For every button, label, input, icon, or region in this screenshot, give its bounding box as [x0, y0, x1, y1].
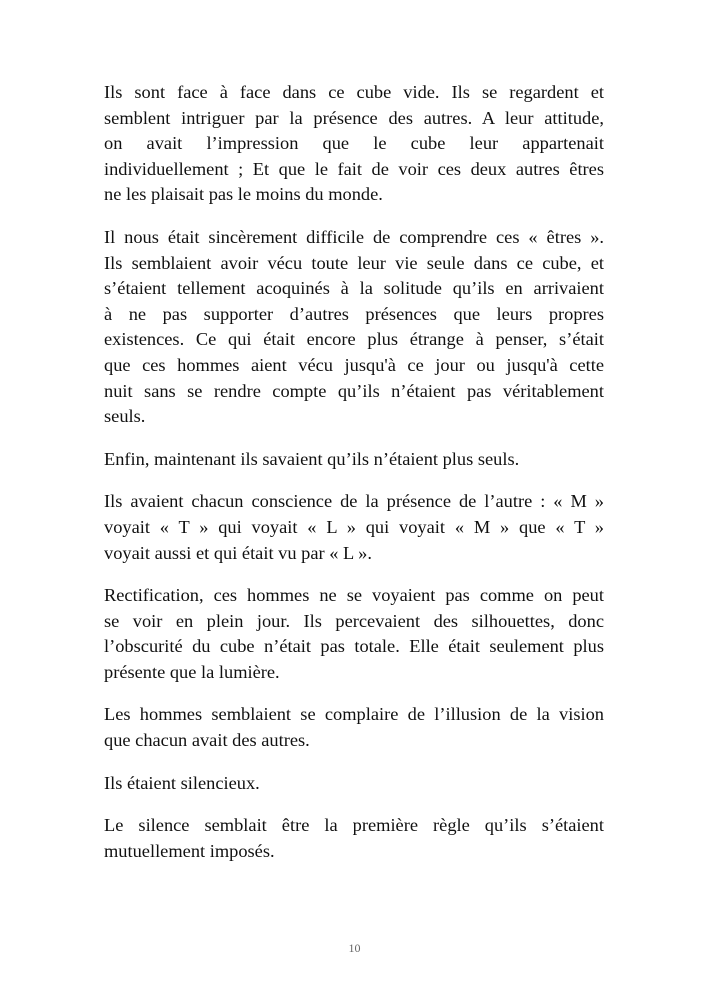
text-line: voyait aussi et qui était vu par « L ». — [104, 542, 372, 563]
text-line: se voir en plein jour. Ils percevaient des silhouettes, donc — [104, 610, 604, 631]
text-line: Il nous était sincèrement difficile de comprendre ces « êtres ». — [104, 226, 604, 247]
text-line: on avait l’impression que le cube leur appartenait — [104, 133, 604, 154]
text-line: semblent intriguer par la présence des autres. A leur attitude, — [104, 107, 604, 128]
text-line: Ils avaient chacun conscience de la présence de l’autre : « M » — [104, 491, 604, 512]
text-line: existences. Ce qui était encore plus étrange à penser, s’était — [104, 329, 604, 350]
paragraph — [104, 489, 604, 566]
text-line: seuls. — [104, 406, 146, 427]
page-number: 10 — [348, 941, 361, 955]
text-line: individuellement ; Et que le fait de voir ces deux autres êtres — [104, 158, 604, 179]
text-line: nuit sans se rendre compte qu’ils n’étaient pas véritablement — [104, 380, 604, 401]
paragraph — [104, 447, 604, 473]
paragraph — [104, 80, 604, 208]
text-line: Rectification, ces hommes ne se voyaient pas comme on peut — [104, 585, 604, 606]
body-text — [104, 80, 604, 881]
paragraph — [104, 771, 604, 797]
text-line: Ils semblaient avoir vécu toute leur vie seule dans ce cube, et — [104, 252, 604, 273]
text-line: que ces hommes aient vécu jusqu'à ce jour ou jusqu'à cette — [104, 354, 604, 375]
text-line: présente que la lumière. — [104, 661, 280, 682]
text-line: Ils étaient silencieux. — [104, 772, 260, 793]
text-line: Les hommes semblaient se complaire de l’illusion de la vision — [104, 704, 604, 725]
text-line: mutuellement imposés. — [104, 840, 275, 861]
paragraph — [104, 225, 604, 430]
text-line: s’étaient tellement acoquinés à la solitude qu’ils en arrivaient — [104, 278, 604, 299]
paragraph — [104, 702, 604, 753]
text-line: Enfin, maintenant ils savaient qu’ils n’étaient plus seuls. — [104, 448, 520, 469]
text-line: Ils sont face à face dans ce cube vide. Ils se regardent et — [104, 82, 604, 102]
paragraph — [104, 813, 604, 864]
text-line: ne les plaisait pas le moins du monde. — [104, 184, 383, 205]
paragraph — [104, 583, 604, 685]
text-line: l’obscurité du cube n’était pas totale. Elle était seulement plus — [104, 636, 604, 657]
text-line: Le silence semblait être la première règle qu’ils s’étaient — [104, 815, 604, 836]
text-line: à ne pas supporter d’autres présences que leurs propres — [104, 303, 604, 324]
text-line: voyait « T » qui voyait « L » qui voyait « M » que « T » — [104, 516, 604, 537]
text-line: que chacun avait des autres. — [104, 730, 310, 751]
